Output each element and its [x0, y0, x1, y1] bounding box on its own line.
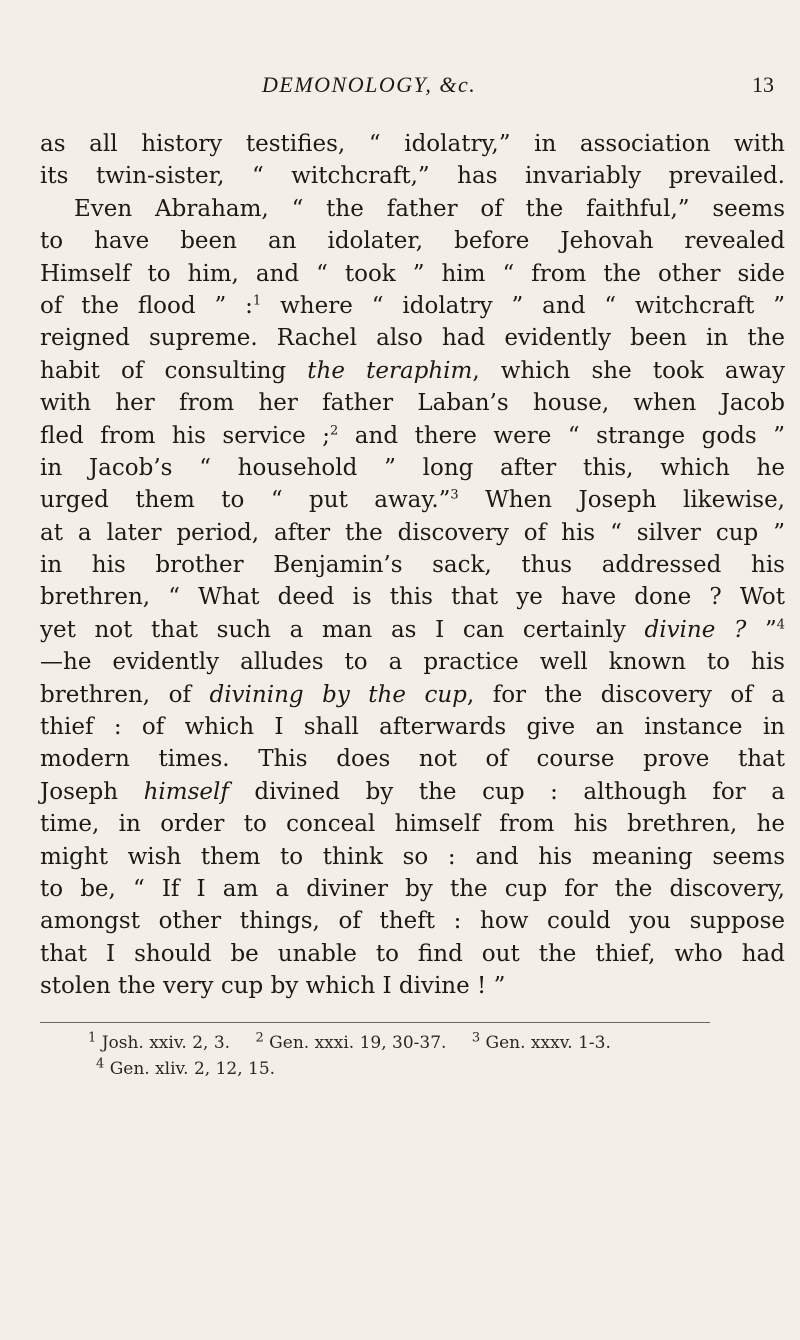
footnote-ref: 3 — [450, 487, 459, 503]
footnote: $^4$ Gen. xliv. 2, 12, 15. — [96, 1056, 276, 1079]
running-head-title: DEMONOLOGY, &c. — [262, 72, 477, 97]
footnote-ref: 1 — [252, 293, 262, 309]
footnote: $^1$ Josh. xxiv. 2, 3. — [88, 1030, 231, 1053]
text-line: yet not that such a man as I can certainly divine ? ”$^4$ — [40, 616, 785, 643]
text-line: time, in order to conceal himself from his brethren, he — [40, 811, 785, 838]
running-head — [0, 72, 800, 102]
text-line: fled from his service ;$^2$ and there were “ strange gods ” — [40, 422, 785, 449]
text-line: stolen the very cup by which I divine ! ” — [40, 973, 506, 1000]
footnote-line — [88, 1056, 788, 1082]
text-line: habit of consulting the teraphim, which she took away — [40, 357, 785, 384]
text-line: thief : of which I shall afterwards give an instance in — [40, 714, 785, 741]
text-line: brethren, of divining by the cup, for the discovery of a — [40, 681, 785, 708]
text-line: urged them to “ put away.”$^3$ When Joseph likewise, — [40, 487, 785, 514]
text-line: reigned supreme. Rachel also had evidently been in the — [40, 325, 785, 352]
text-line: to have been an idolater, before Jehovah revealed — [40, 228, 785, 255]
footnote-ref: 4 — [776, 617, 785, 633]
footnote: $^2$ Gen. xxxi. 19, 30-37. — [255, 1030, 447, 1053]
text-line: —he evidently alludes to a practice well known to his — [40, 649, 785, 676]
footnote-divider — [40, 1022, 710, 1023]
text-line: amongst other things, of theft : how could you suppose — [40, 908, 785, 935]
text-line: might wish them to think so : and his meaning seems — [40, 843, 785, 870]
text-line: with her from her father Laban’s house, when Jacob — [40, 390, 785, 417]
text-line: as all history testifies, “ idolatry,” in association with — [40, 131, 785, 157]
footnote-line — [88, 1030, 788, 1056]
text-line: Joseph himself divined by the cup : although for a — [40, 778, 785, 805]
text-line: Even Abraham, “ the father of the faithful,” seems — [74, 195, 785, 222]
footnote-ref: 2 — [329, 422, 339, 438]
text-line: in his brother Benjamin’s sack, thus addressed his — [40, 552, 785, 579]
text-line: of the flood ” :$^1$ where “ idolatry ” and “ witchcraft ” — [40, 292, 785, 319]
text-line: Himself to him, and “ took ” him “ from the other side — [40, 260, 785, 287]
text-line: brethren, “ What deed is this that ye have done ? Wot — [40, 584, 785, 611]
text-line: modern times. This does not of course prove that — [40, 746, 785, 773]
text-line: that I should be unable to find out the thief, who had — [40, 940, 785, 967]
body-text — [40, 128, 785, 1003]
page-number: 13 — [752, 72, 774, 97]
footnote: $^3$ Gen. xxxv. 1-3. — [471, 1030, 611, 1053]
text-line: its twin-sister, “ witchcraft,” has invariably prevailed. — [40, 163, 785, 190]
footnotes — [88, 1030, 788, 1082]
text-line: at a later period, after the discovery of his “ silver cup ” — [40, 519, 785, 546]
text-line: in Jacob’s “ household ” long after this, which he — [40, 454, 785, 481]
text-line: to be, “ If I am a diviner by the cup for the discovery, — [40, 875, 785, 902]
